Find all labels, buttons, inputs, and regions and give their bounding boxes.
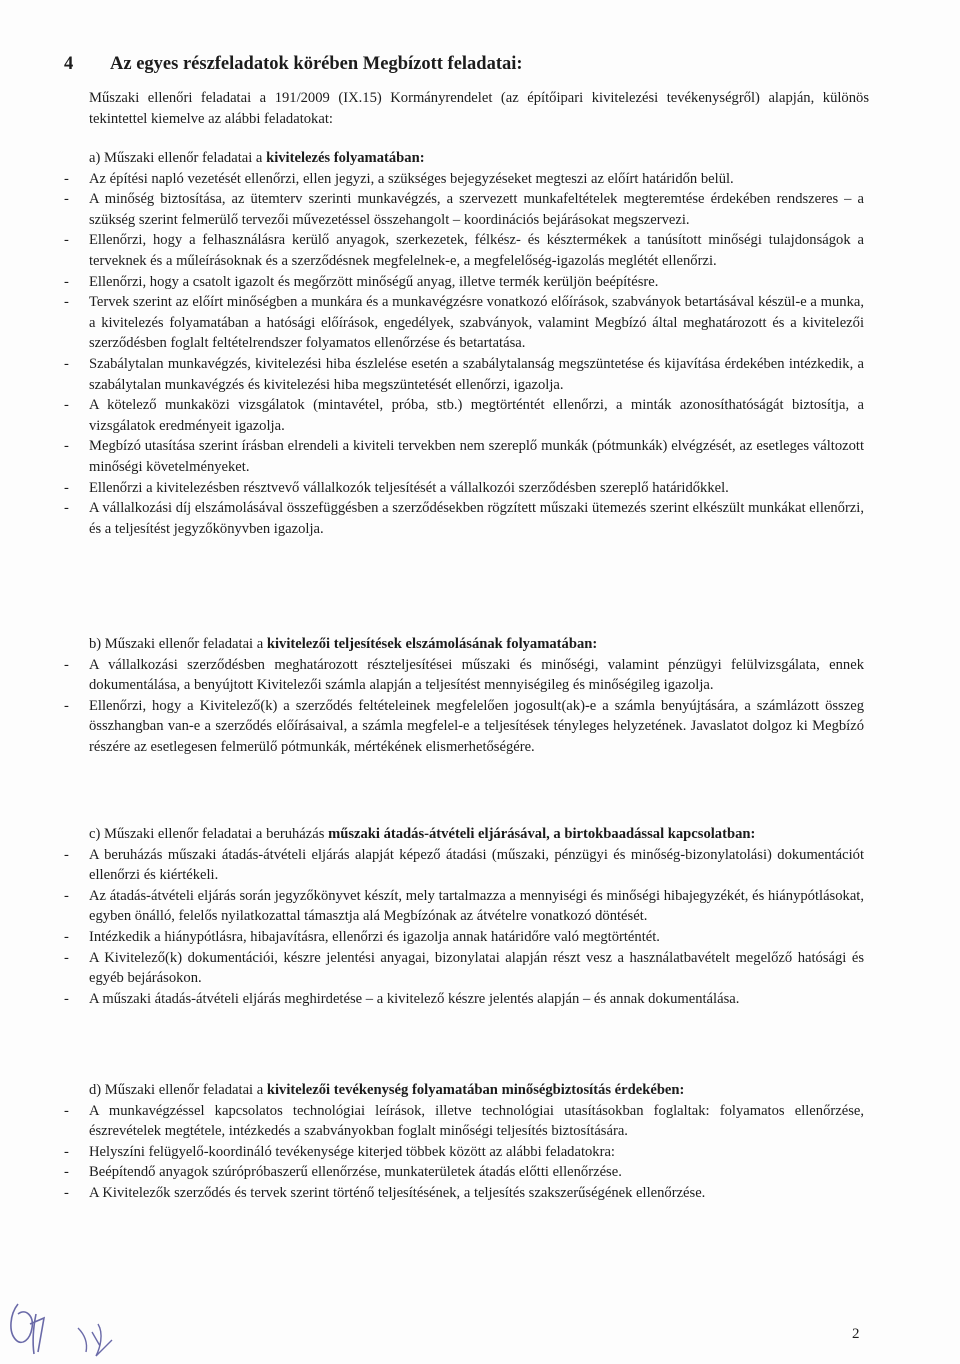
bullet-dash: - xyxy=(64,479,69,496)
list-item-text: A munkavégzéssel kapcsolatos technológiai leírások, illetve technológiai utasításokban foglaltak: folyamatos ellenőrzése, észrevételek megtétele, intézkedés a szabványokban foglalt minőségi teljesítés biztosítására. xyxy=(89,1102,864,1140)
list-item xyxy=(64,886,864,927)
subsection-d xyxy=(64,1080,864,1204)
list-item-text: Megbízó utasítása szerint írásban elrendeli a kiviteli tervekben nem szereplő munkák (pótmunkák) elvégzését, az esetleges változott minőségi követelményeket. xyxy=(89,438,864,475)
list-item-text: Az átadás-átvételi eljárás során jegyzőkönyvet készít, mely tartalmazza a mennyiségi és minőségi hibajegyzékét, és hiánypótlásokat, egyben önálló, felelős nyilatkozattal támasztja alá Megbízónak az átvételre vonatkozó döntését. xyxy=(89,887,864,925)
list-item-text: A beruházás műszaki átadás-átvételi eljárás alapját képező átadási (műszaki, pénzügyi és minőség-bizonylatolási) dokumentációt ellenőrzi és kiértékeli. xyxy=(89,846,864,884)
list-item-text: Intézkedik a hiánypótlásra, hibajavításra, ellenőrzi és igazolja annak határidőre való megtörténtét. xyxy=(89,928,660,945)
list-item xyxy=(64,169,864,190)
bullet-dash: - xyxy=(64,949,69,966)
list-item xyxy=(64,230,864,271)
bullet-dash: - xyxy=(64,1164,69,1181)
list-item xyxy=(64,1142,864,1163)
bullet-dash: - xyxy=(64,191,69,208)
list-item xyxy=(64,189,864,230)
list-item xyxy=(64,498,864,539)
list-item xyxy=(64,1183,864,1204)
subsection-title xyxy=(89,148,864,169)
subsection-title-emphasis: kivitelezői teljesítések elszámolásának folyamatában: xyxy=(266,636,598,652)
subsection-b xyxy=(64,634,864,758)
list-item xyxy=(64,927,864,948)
list-item xyxy=(64,1101,864,1142)
list-item xyxy=(64,354,864,395)
bullet-dash: - xyxy=(64,928,69,945)
bullet-dash: - xyxy=(64,170,69,187)
bullet-dash: - xyxy=(64,273,69,290)
subsection-title-emphasis: műszaki átadás-átvételi eljárásával, a birtokbaadással kapcsolatban: xyxy=(328,826,756,842)
list-item-text: Helyszíni felügyelő-koordináló tevékenysége kiterjed többek között az alábbi feladatokra: xyxy=(89,1143,615,1160)
bullet-dash: - xyxy=(64,1143,69,1160)
subsection-title xyxy=(89,824,864,845)
list-item xyxy=(64,272,864,293)
list-item-text: Ellenőrzi, hogy a felhasználásra kerülő anyagok, szerkezetek, félkész- és késztermékek a tanúsított minőségi tulajdonságok a terveknek és a műleírásoknak és a szerződésnek megfelelnek-e, a megfelelőség-igazolás meglétét ellenőrzi. xyxy=(89,232,864,269)
bullet-dash: - xyxy=(64,697,69,714)
bullet-dash: - xyxy=(64,1102,69,1119)
bullet-dash: - xyxy=(64,500,69,517)
list-item-text: Szabálytalan munkavégzés, kivitelezési hiba észlelése esetén a szabálytalanság megszüntetése és kijavítása érdekében intézkedik, a szabálytalan munkavégzés és kivitelezési hiba megszüntetését ellenőrzi, igazolja. xyxy=(89,355,864,393)
bullet-dash: - xyxy=(64,232,69,249)
list-item-text: A vállalkozási díj elszámolásával összefüggésben a szerződésekben rögzített műszaki ütemezés szerint elkészült munkákat ellenőrzi, és a teljesítést jegyzőkönyvben igazolja. xyxy=(89,500,864,537)
list-item-text: A műszaki átadás-átvételi eljárás meghirdetése – a kivitelező készre jelentés alapján – és annak dokumentálása. xyxy=(89,990,740,1007)
bullet-dash: - xyxy=(64,355,69,372)
list-item xyxy=(64,845,864,886)
section-heading xyxy=(64,54,523,75)
bullet-dash: - xyxy=(64,990,69,1007)
list-item-text: Ellenőrzi, hogy a csatolt igazolt és megőrzött minőségű anyag, illetve termék kerüljön beépítésre. xyxy=(89,273,659,290)
list-item xyxy=(64,1162,864,1183)
bullet-dash: - xyxy=(64,846,69,863)
list-item xyxy=(64,696,864,758)
list-item-text: Tervek szerint az előírt minőségben a munkára és a munkavégzésre vonatkozó előírások, szabványok betartásával készül-e a munka, a kivitelezés folyamatában a hatósági előírások, engedélyek, szabványok, valamint Megbízó által meghatározott és a kivitelezői szerződésben foglalt feltételrendszer folyamatos ellenőrzése és betartatása. xyxy=(89,294,864,352)
bullet-dash: - xyxy=(64,887,69,904)
bullet-dash: - xyxy=(64,656,69,673)
list-item xyxy=(64,292,864,354)
bullet-dash: - xyxy=(64,397,69,414)
section-number: 4 xyxy=(64,54,74,74)
subsection-title xyxy=(89,634,864,655)
list-item-text: Beépítendő anyagok szúrópróbaszerű ellenőrzése, munkaterületek átadás előtti ellenőrzése. xyxy=(89,1164,622,1181)
list-item xyxy=(64,436,864,477)
list-item-text: A kötelező munkaközi vizsgálatok (mintavétel, próba, stb.) megtörténtét ellenőrzi, a minták azonosíthatóságát biztosítja, a vizsgálatok eredményeit igazolja. xyxy=(89,397,864,434)
list-item xyxy=(64,655,864,696)
list-item-text: A vállalkozási szerződésben meghatározott részteljesítései műszaki és minőségi, valamint pénzügyi felülvizsgálata, ennek dokumentálása, a benyújtott Kivitelezői számla alapján a teljesítést mennyiségileg és minőségileg igazolja. xyxy=(89,656,864,694)
list-item xyxy=(64,989,864,1010)
list-item-text: A Kivitelező(k) dokumentációi, készre jelentési anyagai, bizonylatai alapján részt vesz a használatbavételt megelőző hatósági és egyéb bejárásokon. xyxy=(89,949,864,987)
subsection-title-text: c) Műszaki ellenőr feladatai a beruházás xyxy=(89,826,329,842)
bullet-dash: - xyxy=(64,1184,69,1201)
page-number: 2 xyxy=(852,1326,860,1342)
bullet-dash: - xyxy=(64,438,69,455)
subsection-title-text: b) Műszaki ellenőr feladatai a xyxy=(89,636,267,652)
list-item-text: Ellenőrzi, hogy a Kivitelező(k) a szerződés feltételeinek megfelelően jogosult(ak)-e a számla benyújtására, a számlázott összeg összhangban van-e a szerződés előírásaival, a számla megfelel-e a teljesítések tényleges helyzetének. Javaslatot dolgoz ki Megbízó részére az esetlegesen felmerülő pótmunkák, mértékének elismerhetőségére. xyxy=(89,697,864,755)
intro-paragraph: Műszaki ellenőri feladatai a 191/2009 (IX.15) Kormányrendelet (az építőipari kivitelezési tevékenységről) alapján, különös tekintettel kiemelve az alábbi feladatokat: xyxy=(89,90,869,127)
section-title: Az egyes részfeladatok körében Megbízott feladatai: xyxy=(110,54,523,74)
list-item xyxy=(64,948,864,989)
subsection-c xyxy=(64,824,864,1009)
list-item-text: A minőség biztosítása, az ütemterv szerinti munkavégzés, a szervezett munkafeltételek megteremtése érdekében rendszeres – a szükség szerint felmerülő tervezői művezetéssel összehangolt – koordinációs bejárásokat megszervezi. xyxy=(89,191,864,228)
list-item-text: Ellenőrzi a kivitelezésben résztvevő vállalkozók teljesítését a vállalkozói szerződésben szereplő határidőkkel. xyxy=(89,479,729,496)
handwritten-initials xyxy=(0,1284,140,1364)
subsection-a xyxy=(64,148,864,539)
subsection-title-emphasis: kivitelezői tevékenység folyamatában minőségbiztosítás érdekében: xyxy=(266,1082,685,1098)
bullet-dash: - xyxy=(64,294,69,311)
subsection-title-text: d) Műszaki ellenőr feladatai a xyxy=(89,1082,267,1098)
list-item xyxy=(64,478,864,499)
list-item-text: A Kivitelezők szerződés és tervek szerint történő teljesítésének, a teljesítés szakszerűségének ellenőrzése. xyxy=(89,1184,706,1201)
subsection-title-text: a) Műszaki ellenőr feladatai a xyxy=(89,150,267,166)
list-item-text: Az építési napló vezetését ellenőrzi, ellen jegyzi, a szükséges bejegyzéseket megteszi az előírt határidőn belül. xyxy=(89,170,734,187)
list-item xyxy=(64,395,864,436)
subsection-title-emphasis: kivitelezés folyamatában: xyxy=(266,150,425,166)
subsection-title xyxy=(89,1080,864,1101)
